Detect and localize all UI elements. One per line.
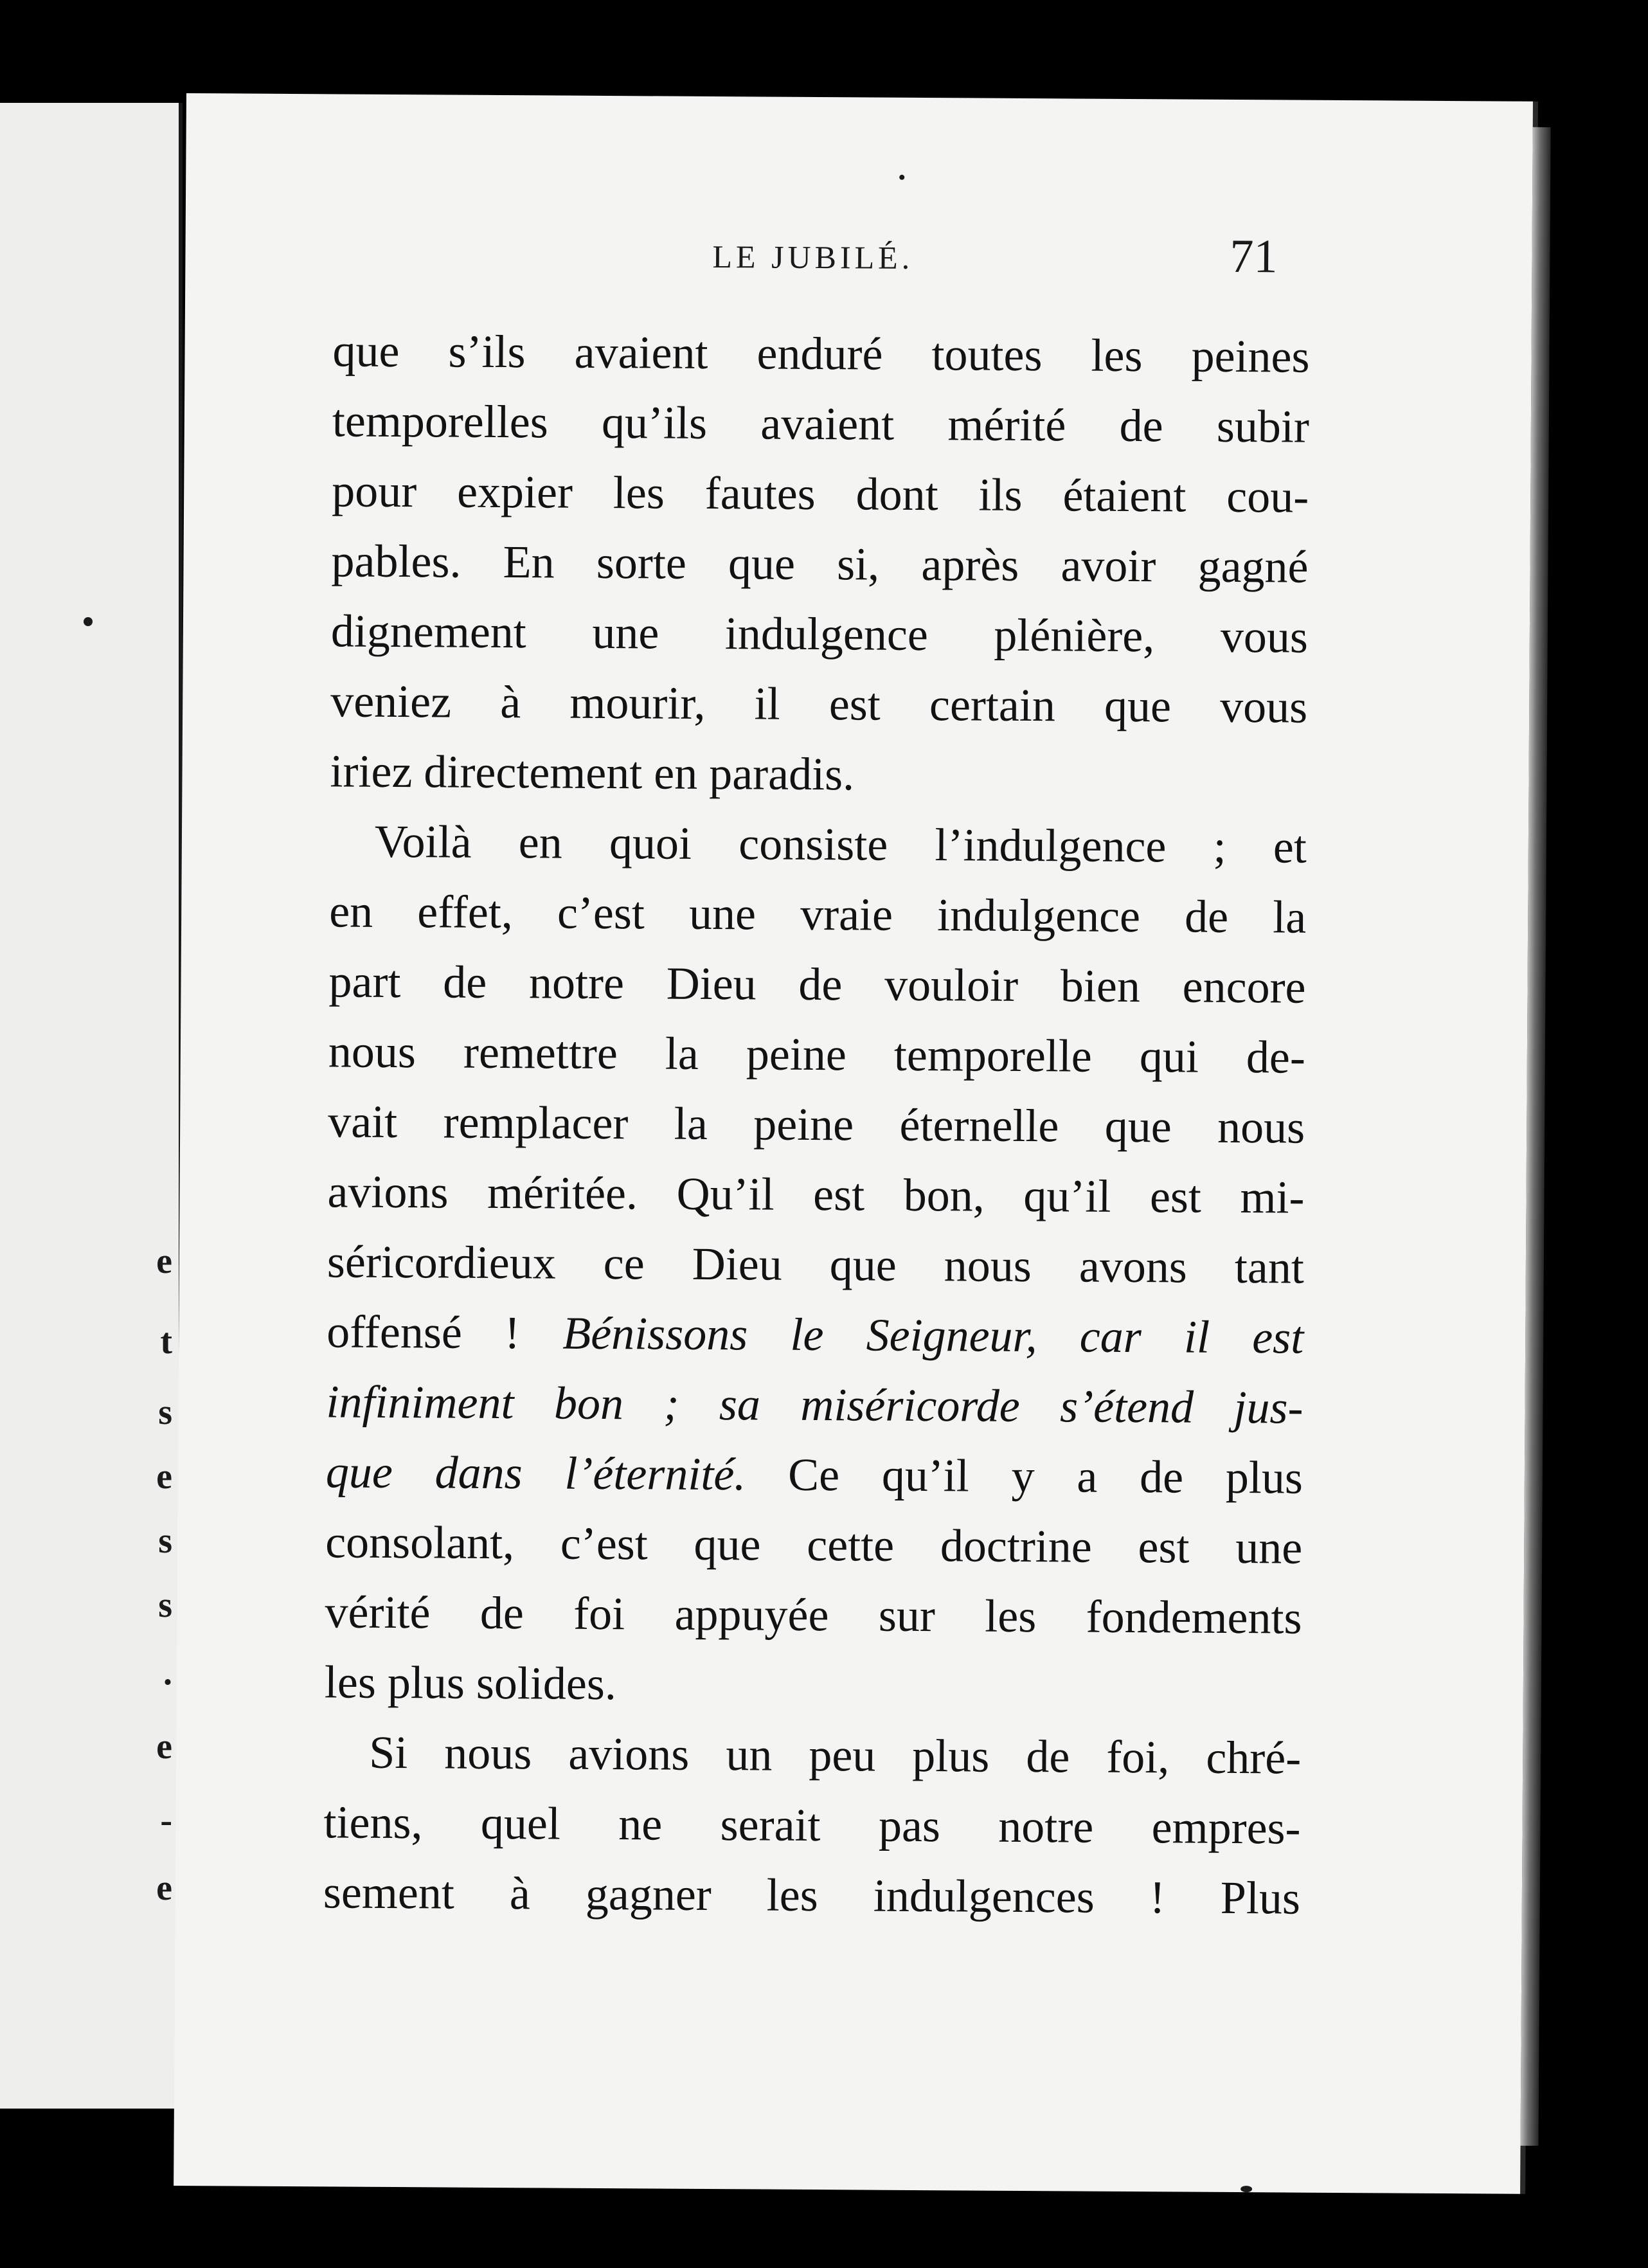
fragment-letter: . [163,1653,172,1693]
text-line-mixed [326,1437,1303,1513]
text-line: avions méritée. Qu’il est bon, qu’il est mi- [327,1166,1305,1223]
text-line: en effet, c’est une vraie indulgence de la [328,885,1307,943]
paragraph-3 [323,1717,1302,1933]
paragraph-1 [330,316,1310,812]
text-line: veniez à mourir, il est certain que vous [330,675,1308,733]
previous-page-letter-fragments [0,103,179,2109]
text-line: consolant, c’est que cette doctrine est une [325,1516,1303,1574]
text-line: vérité de foi appuyée sur les fondements [325,1586,1302,1644]
fragment-letter: - [160,1801,172,1841]
body-text [323,316,1310,1933]
fragment-letter: e [156,1868,172,1908]
text-line: iriez directement en paradis. [330,745,855,800]
fragment-letter: e [156,1727,172,1767]
text-line: Si nous avions un peu plus de foi, chré- [368,1726,1302,1784]
text-line: les plus solides. [324,1656,617,1710]
fragment-letter: t [160,1322,172,1362]
text-line: pour expier les fautes dont ils étaient cou- [331,465,1309,523]
page-number: 71 [1230,230,1278,284]
text-line: que s’ils avaient enduré toutes les peines [332,325,1310,382]
text-line-mixed [327,1297,1304,1372]
book-page [174,93,1533,2194]
text-line: Voilà en quoi consiste l’indulgence ; et [374,815,1307,873]
text-line: sement à gagner les indulgences ! Plus [323,1866,1301,1924]
fragment-letter: e [156,1241,172,1281]
fragment-letter: e [156,1457,172,1497]
roman-text: offensé ! [326,1306,521,1359]
fragment-letter: s [158,1392,172,1432]
text-line: part de notre Dieu de vouloir bien encore [328,955,1306,1013]
roman-text: Ce qu’il y a de plus [787,1448,1303,1504]
paragraph-2 [325,806,1307,1723]
text-line: vait remplacer la peine éternelle que nous [327,1095,1305,1153]
text-line: nous remettre la peine temporelle qui de- [328,1025,1306,1083]
running-head [185,230,1532,294]
fragment-letter: s [158,1521,172,1561]
italic-quotation: Bénissons le Seigneur, car il est [562,1307,1304,1364]
ink-speck [899,175,904,180]
text-line: pables. En sorte que si, après avoir gagné [331,535,1309,593]
previous-page-strip [0,103,183,2109]
text-line: dignement une indulgence plénière, vous [330,605,1309,663]
page-edge-shadow [1521,127,1551,2146]
italic-quotation-line: infiniment bon ; sa miséricorde s’étend jus- [326,1376,1303,1434]
text-line: temporelles qu’ils avaient mérité de subir [332,395,1310,453]
text-line: séricordieux ce Dieu que nous avons tant [327,1236,1305,1293]
italic-quotation: que dans l’éternité. [325,1446,746,1500]
running-head-title: LE JUBILÉ. [712,239,914,276]
text-line: tiens, quel ne serait pas notre empres- [323,1796,1301,1854]
ink-speck [84,617,93,626]
ink-speck [1240,2186,1252,2192]
fragment-letter: s [158,1585,172,1625]
